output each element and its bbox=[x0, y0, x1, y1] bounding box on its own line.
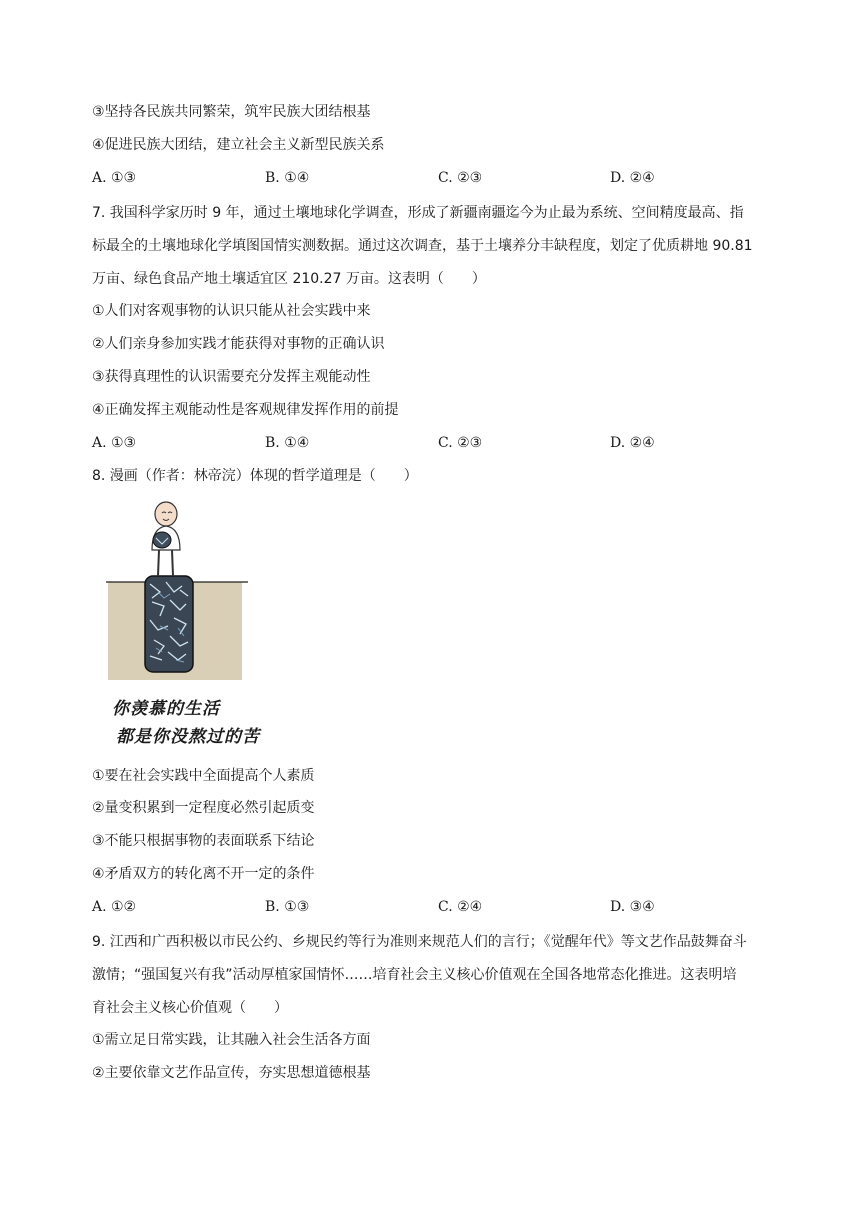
option-b: B. ①③ bbox=[265, 899, 310, 915]
q8-item-2: ②量变积累到一定程度必然引起质变 bbox=[92, 800, 315, 816]
option-a: A. ①② bbox=[92, 899, 137, 915]
option-a: A. ①③ bbox=[92, 170, 137, 186]
q7-item-3: ③获得真理性的认识需要充分发挥主观能动性 bbox=[92, 369, 371, 385]
q7-item-2: ②人们亲身参加实践才能获得对事物的正确认识 bbox=[92, 336, 385, 352]
q7-item-1: ①人们对客观事物的认识只能从社会实践中来 bbox=[92, 303, 371, 319]
option-a: A. ①③ bbox=[92, 435, 137, 451]
q8-item-3: ③不能只根据事物的表面联系下结论 bbox=[92, 833, 315, 849]
q6-item-4: ④促进民族大团结，建立社会主义新型民族关系 bbox=[92, 137, 385, 153]
q7-stem-line-2: 标最全的土壤地球化学填图国情实测数据。通过这次调查，基于土壤养分丰缺程度，划定了优质耕地 90.81 bbox=[92, 238, 753, 254]
cartoon-caption-line-1: 你羡慕的生活 bbox=[112, 699, 220, 719]
option-b: B. ①④ bbox=[265, 170, 310, 186]
q7-stem-line-1: 7. 我国科学家历时 9 年，通过土壤地球化学调查，形成了新疆南疆迄今为止最为系统、空间精度最高、指 bbox=[92, 205, 744, 221]
q7-item-4: ④正确发挥主观能动性是客观规律发挥作用的前提 bbox=[92, 402, 399, 418]
q8-item-1: ①要在社会实践中全面提高个人素质 bbox=[92, 768, 315, 784]
option-c: C. ②③ bbox=[438, 170, 483, 186]
q6-item-3: ③坚持各民族共同繁荣，筑牢民族大团结根基 bbox=[92, 104, 371, 120]
q9-stem-line-1: 9. 江西和广西积极以市民公约、乡规民约等行为准则来规范人们的言行；《觉醒年代》等文艺作品鼓舞奋斗 bbox=[92, 934, 747, 950]
option-d: D. ③④ bbox=[610, 899, 655, 915]
q9-stem-line-2: 激情；“强国复兴有我”活动厚植家国情怀……培育社会主义核心价值观在全国各地常态化推进。这表明培 bbox=[92, 967, 737, 983]
option-d: D. ②④ bbox=[610, 170, 655, 186]
q8-stem: 8. 漫画（作者：林帝浣）体现的哲学道理是（ ） bbox=[92, 468, 418, 484]
cartoon-caption-line-2: 都是你没熬过的苦 bbox=[116, 727, 260, 747]
option-c: C. ②④ bbox=[438, 899, 483, 915]
q9-item-1: ①需立足日常实践，让其融入社会生活各方面 bbox=[92, 1032, 371, 1048]
q9-stem-line-3: 育社会主义核心价值观（ ） bbox=[92, 1000, 288, 1016]
q9-item-2: ②主要依靠文艺作品宣传，夯实思想道德根基 bbox=[92, 1065, 371, 1081]
option-d: D. ②④ bbox=[610, 435, 655, 451]
option-b: B. ①④ bbox=[265, 435, 310, 451]
q7-stem-line-3: 万亩、绿色食品产地土壤适宜区 210.27 万亩。这表明（ ） bbox=[92, 271, 486, 287]
option-c: C. ②③ bbox=[438, 435, 483, 451]
q8-item-4: ④矛盾双方的转化离不开一定的条件 bbox=[92, 866, 315, 882]
